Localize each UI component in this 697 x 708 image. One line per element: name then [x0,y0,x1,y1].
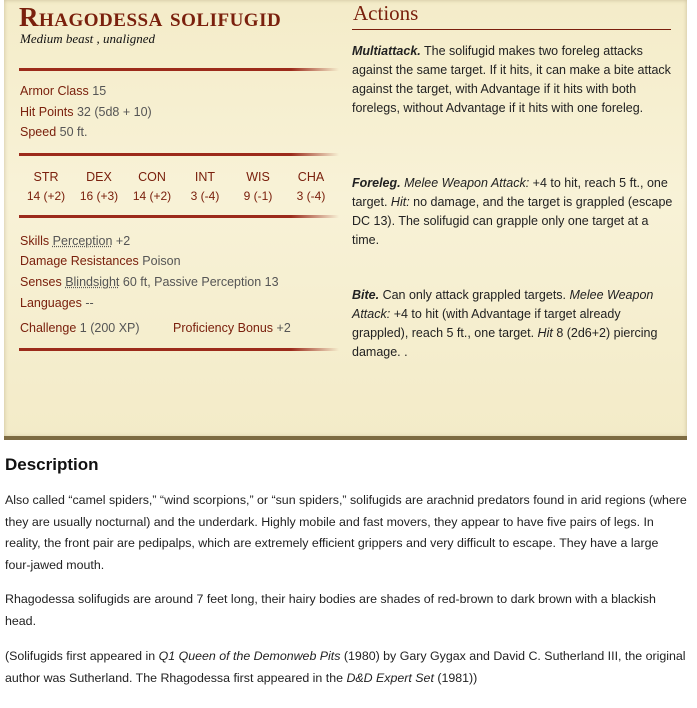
attack-type: Melee Weapon Attack: [352,288,654,321]
proficiency-value: +2 [276,321,291,335]
action-bite [352,286,674,362]
ability-dex-label: DEX [86,170,112,184]
stat-block-border [4,436,687,440]
senses-value: 60 ft, Passive Perception 13 [122,275,279,289]
actions-divider [352,29,671,30]
armor-class-label: Armor Class [20,84,89,98]
book-title: D&D Expert Set [346,670,434,685]
proficiency-bonus [173,321,291,335]
armor-class [20,84,106,98]
monster-name: Rhagodessa solifugid [19,2,282,32]
damage-resistances [20,254,181,268]
skills-value: +2 [115,234,131,248]
challenge [20,321,140,335]
hit-label: Hit: [390,195,410,209]
ability-str-label: STR [33,170,59,184]
action-name: Foreleg. [352,176,401,190]
description-paragraph [5,646,687,689]
text: (1980) by Gary Gygax and David C. Sutherland III, the original author was Sutherland. The Rhagodessa first appeared in the [5,649,686,685]
description-paragraph: Rhagodessa solifugids are around 7 feet long, their hairy bodies are shades of red-brown to dark brown with a blackish head. [5,592,656,628]
ability-int-label: INT [194,170,216,184]
divider [19,153,339,156]
ability-wis-label: WIS [246,170,270,184]
damage-resistances-value: Poison [142,254,181,268]
attack-type: Melee Weapon Attack: [404,176,530,190]
text: (Solifugids first appeared in [5,649,156,663]
ability-dex-value: 16 (+3) [79,189,119,203]
description-paragraph: Also called “camel spiders,” “wind scorpions,” or “sun spiders,” solifugids are arachnid predators found in arid regions (where they are usually nocturnal) and the underdark. Highly mobile and fast movers, they appear to have five pairs of legs. In reality, the front pair are pedipalps, which are extremely efficient grippers and very difficult to escape. They have a large four-jawed mouth. [5,493,687,572]
languages-label: Languages [20,296,82,310]
skills [20,234,130,248]
damage-resistances-label: Damage Resistances [20,254,139,268]
action-multiattack [352,42,674,118]
action-text: +4 to hit (with Advantage if target already grappled), reach 5 ft., one target. [352,307,621,340]
ability-str-value: 14 (+2) [26,189,66,203]
hit-points [20,105,152,119]
action-text: no damage, and the target is grappled (escape DC 13). The solifugid can grapple only one target at a time. [352,195,673,247]
monster-meta: Medium beast , unaligned [20,31,156,46]
armor-class-value: 15 [92,84,107,98]
hit-points-label: Hit Points [20,105,74,119]
perception-link[interactable]: Perception [52,234,113,248]
divider [19,215,339,218]
book-title: Q1 Queen of the Demonweb Pits [158,649,341,663]
text: (1981)) [437,670,478,685]
languages [20,296,94,310]
action-name: Bite. [352,288,380,302]
divider [19,348,339,351]
ability-cha-label: CHA [297,170,325,184]
action-text: The solifugid makes two foreleg attacks against the same target. If it hits, it can make a bite attack against the target, with Advantage if it hits with both forelegs, without Advantage if it hits with one foreleg. [352,44,671,115]
ability-cha-value: 3 (-4) [296,189,326,203]
blindsight-link[interactable]: Blindsight [65,275,120,289]
actions-title: Actions [353,1,419,25]
challenge-label: Challenge [20,321,77,335]
hit-label: Hit [537,326,553,340]
senses [20,275,279,289]
speed-label: Speed [20,125,57,139]
description-heading: Description [5,455,99,474]
divider [19,68,339,71]
proficiency-label: Proficiency Bonus [173,321,274,335]
ability-con-label: CON [138,170,166,184]
hit-points-value: 32 (5d8 + 10) [76,105,152,119]
action-foreleg [352,174,674,250]
skills-label: Skills [20,234,50,248]
ability-int-value: 3 (-4) [190,189,220,203]
action-text: 8 (2d6+2) piercing damage. . [352,326,658,359]
challenge-value: 1 (200 XP) [79,321,140,335]
action-text: Can only attack grappled targets. [382,288,567,302]
ability-con-value: 14 (+2) [132,189,172,203]
action-name: Multiattack. [352,44,421,58]
speed-value: 50 ft. [59,125,88,139]
ability-wis-value: 9 (-1) [243,189,273,203]
action-text: +4 to hit, reach 5 ft., one target. [352,176,668,209]
senses-label: Senses [20,275,62,289]
speed [20,125,87,139]
languages-value: -- [85,296,94,310]
